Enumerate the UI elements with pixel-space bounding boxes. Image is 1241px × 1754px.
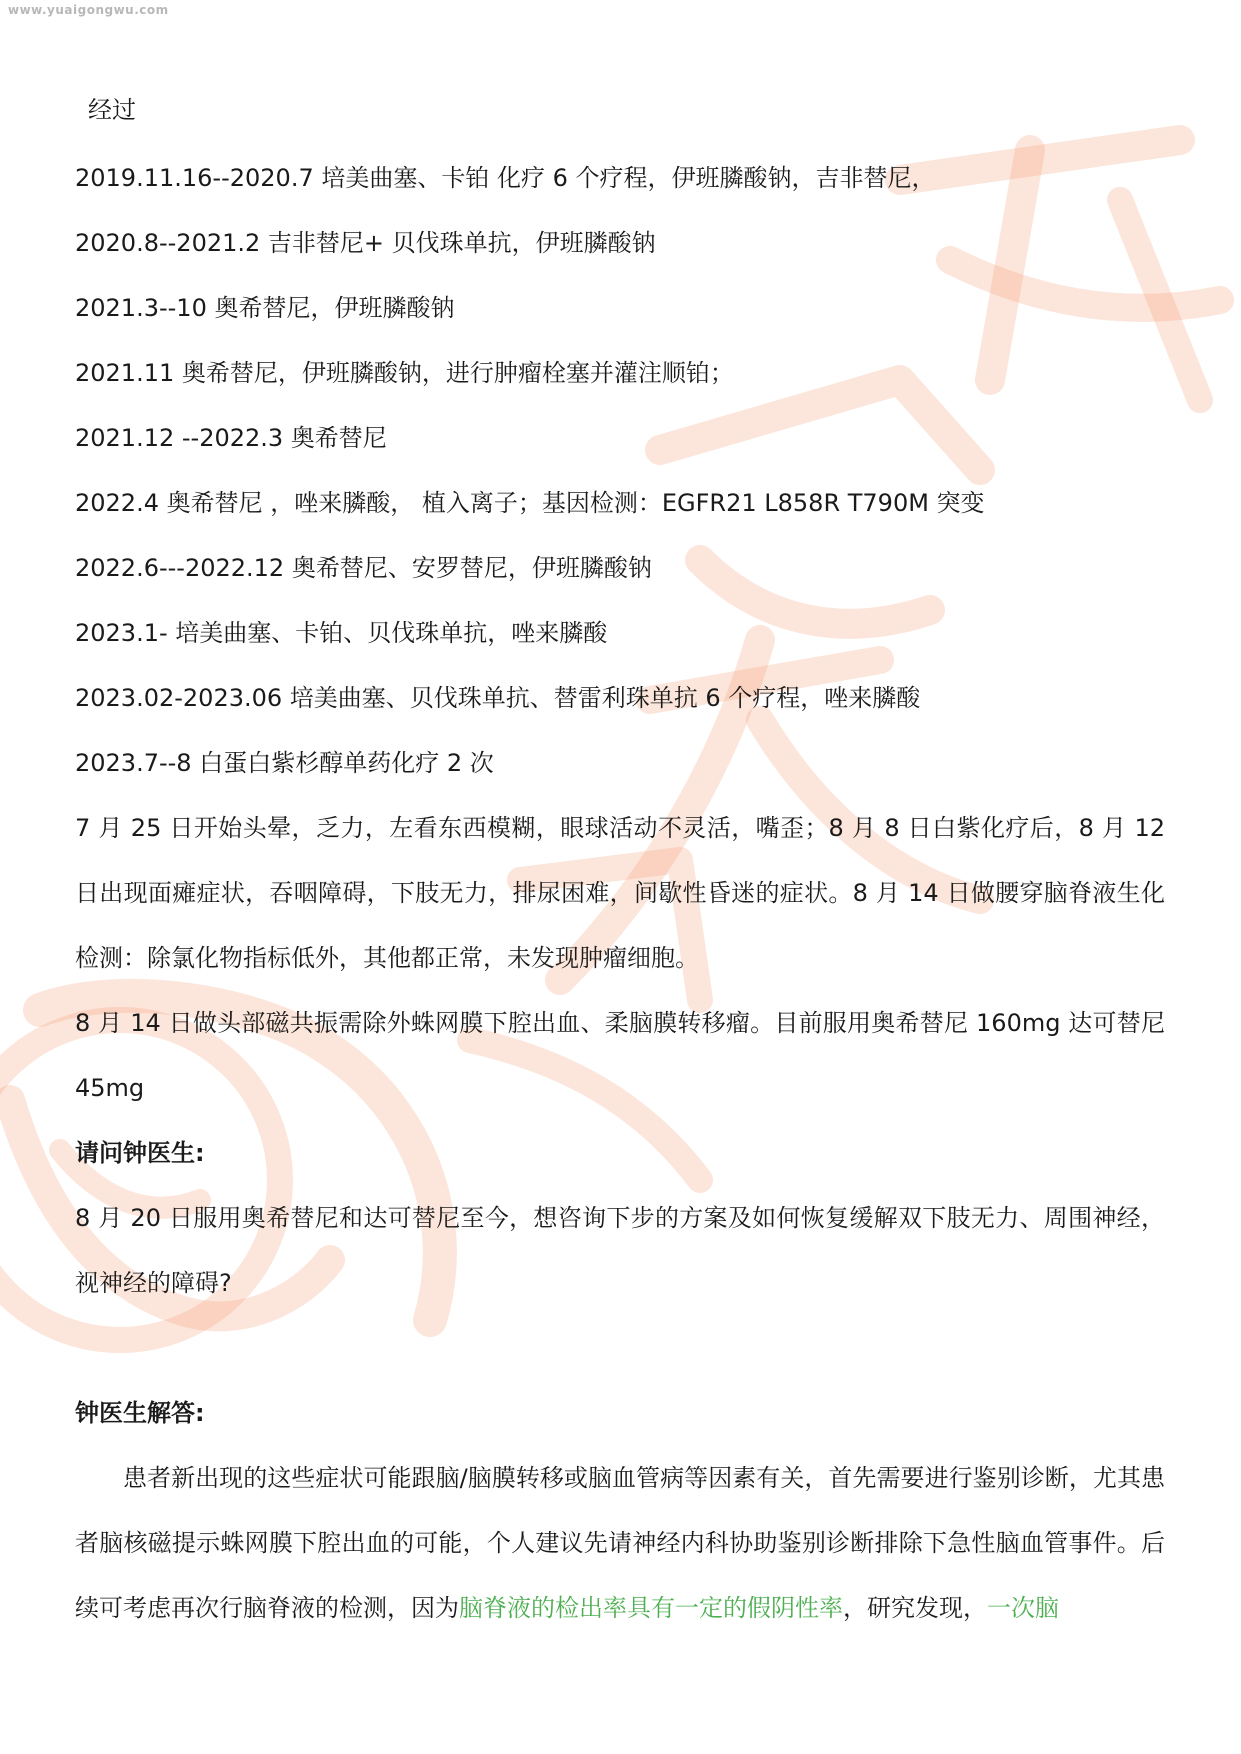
timeline-entry: 2019.11.16--2020.7 培美曲塞、卡铂 化疗 6 个疗程，伊班膦酸钠，吉非替尼， [75, 164, 936, 192]
timeline-entry: 2020.8--2021.2 吉非替尼+ 贝伐珠单抗，伊班膦酸钠 [75, 229, 656, 257]
site-watermark: www.yuaigongwu.com [8, 3, 169, 17]
answer-highlight-text: 脑脊液的检出率具有一定的假阴性率 [459, 1594, 843, 1622]
blank-line [75, 1316, 1165, 1381]
answer-text: 患者新出现的这些症状可能跟脑/脑膜转移或脑血管病等因素有关，首先需要进行鉴别诊断，尤其患者脑核磁提示蛛网膜下腔出血的可能，个人建议先请神经内科协助鉴别诊断排除下急性脑血管事件。后续可考虑再次行脑脊液的检测，因为 [75, 1464, 1165, 1622]
symptoms-paragraph: 7 月 25 日开始头晕，乏力，左看东西模糊，眼球活动不灵活，嘴歪；8 月 8 日白紫化疗后，8 月 12 日出现面瘫症状，吞咽障碍，下肢无力，排尿困难，间歇性昏迷的症状。8 月 14 日做腰穿脑脊液生化检测：除氯化物指标低外，其他都正常，未发现肿瘤细胞。 [75, 814, 1165, 972]
timeline-entry: 2022.4 奥希替尼 ，唑来膦酸， 植入离子；基因检测：EGFR21 L858R T790M 突变 [75, 489, 985, 517]
answer-heading: 钟医生解答: [75, 1399, 205, 1427]
timeline-entry: 2023.7--8 白蛋白紫杉醇单药化疗 2 次 [75, 749, 494, 777]
answer-text: ，研究发现， [843, 1594, 987, 1622]
answer-highlight-text: 一次脑 [987, 1594, 1059, 1622]
timeline-entry: 2021.3--10 奥希替尼，伊班膦酸钠 [75, 294, 455, 322]
treatment-timeline [75, 146, 1165, 796]
question-paragraph: 8 月 20 日服用奥希替尼和达可替尼至今，想咨询下步的方案及如何恢复缓解双下肢无力、周围神经，视神经的障碍? [75, 1204, 1165, 1297]
mri-paragraph: 8 月 14 日做头部磁共振需除外蛛网膜下腔出血、柔脑膜转移瘤。目前服用奥希替尼 160mg 达可替尼 45mg [75, 1009, 1165, 1102]
timeline-entry: 2023.02-2023.06 培美曲塞、贝伐珠单抗、替雷利珠单抗 6 个疗程，唑来膦酸 [75, 684, 921, 712]
document-body [75, 90, 1165, 1641]
section-title: 经过 [88, 96, 136, 124]
answer-paragraph [75, 1446, 1165, 1641]
question-heading: 请问钟医生: [75, 1139, 205, 1167]
timeline-entry: 2021.11 奥希替尼，伊班膦酸钠，进行肿瘤栓塞并灌注顺铂； [75, 359, 734, 387]
timeline-entry: 2023.1- 培美曲塞、卡铂、贝伐珠单抗，唑来膦酸 [75, 619, 608, 647]
timeline-entry: 2021.12 --2022.3 奥希替尼 [75, 424, 387, 452]
timeline-entry: 2022.6---2022.12 奥希替尼、安罗替尼，伊班膦酸钠 [75, 554, 652, 582]
